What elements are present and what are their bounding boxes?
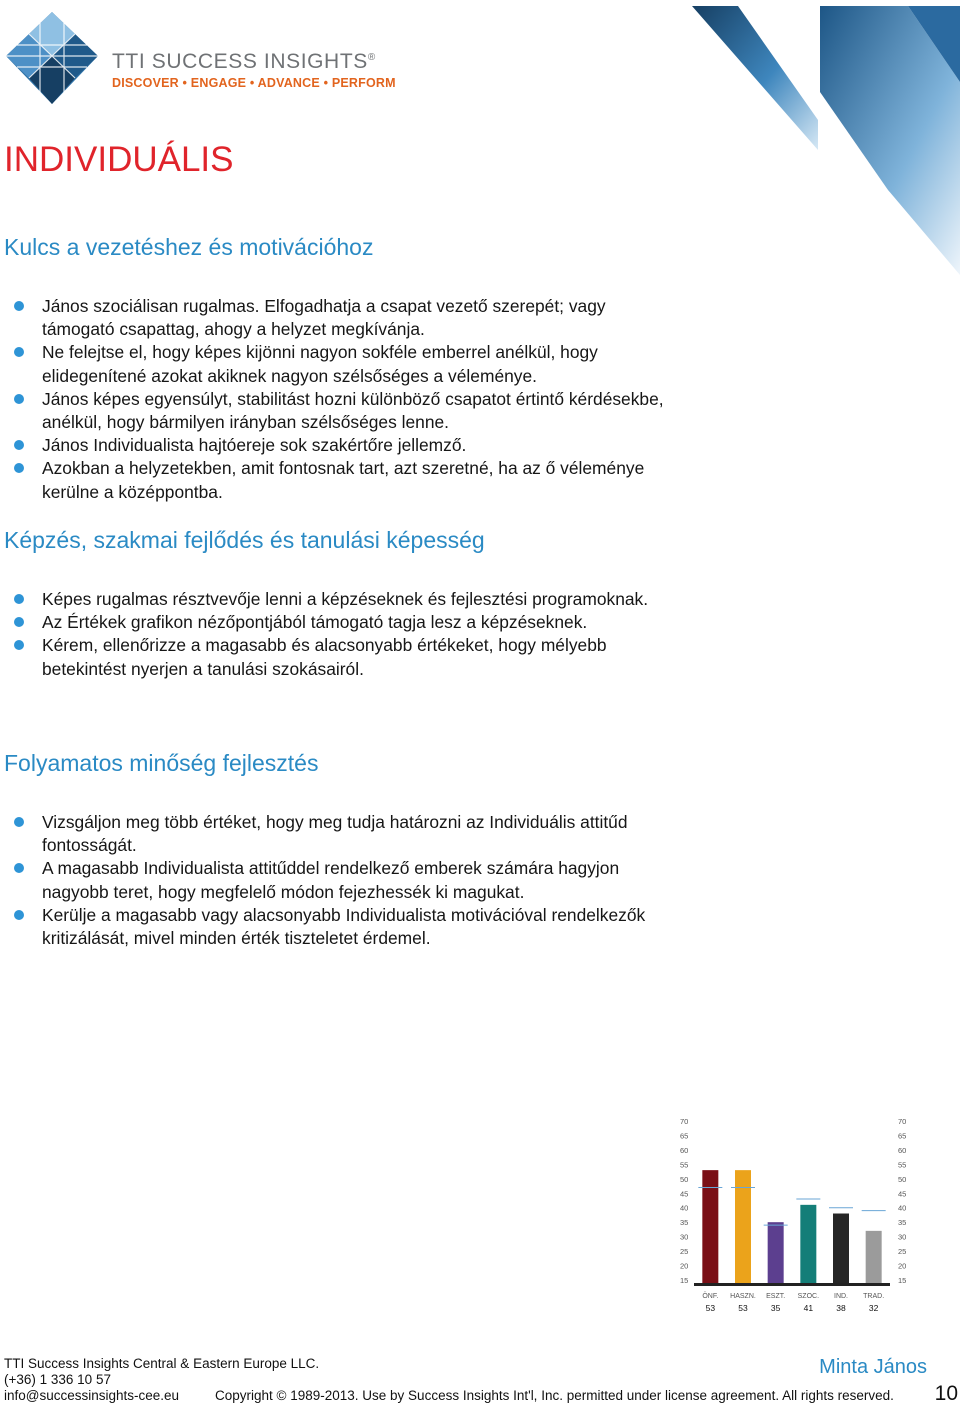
quality-list — [14, 811, 664, 950]
value-label: 41 — [803, 1303, 814, 1313]
category-label: TRAD. — [863, 1293, 885, 1300]
bullet-icon — [14, 301, 24, 311]
y-tick-label-right: 40 — [898, 1203, 907, 1213]
page-number: 10 — [934, 1382, 958, 1405]
section-title-quality: Folyamatos minőség fejlesztés — [4, 750, 319, 776]
y-tick-label-right: 55 — [898, 1160, 907, 1170]
list-item: Azokban a helyzetekben, amit fontosnak tart, azt szeretné, ha az ő véleménye kerülne a középpontba. — [14, 457, 664, 503]
y-tick-label-left: 50 — [680, 1174, 689, 1184]
bullet-icon — [14, 440, 24, 450]
brand-tagline: DISCOVER • ENGAGE • ADVANCE • PERFORM — [112, 76, 396, 90]
corner-stripes-decoration — [690, 0, 960, 275]
y-tick-label-left: 30 — [680, 1232, 689, 1242]
brand-name: TTI SUCCESS INSIGHTS® — [112, 50, 376, 73]
category-label: IND. — [834, 1293, 848, 1300]
y-tick-label-left: 65 — [680, 1131, 689, 1141]
list-item: Képes rugalmas résztvevője lenni a képzéseknek és fejlesztési programoknak. — [14, 588, 664, 611]
list-item: Az Értékek grafikon nézőpontjából támogató tagja lesz a képzéseknek. — [14, 611, 664, 634]
category-label: HASZN. — [730, 1293, 756, 1300]
y-tick-label-right: 30 — [898, 1232, 907, 1242]
bar-6 — [866, 1231, 882, 1283]
y-tick-label-left: 55 — [680, 1160, 689, 1170]
y-tick-label-left: 25 — [680, 1247, 689, 1257]
person-name: Minta János — [819, 1356, 927, 1378]
value-label: 53 — [738, 1303, 748, 1313]
list-item: János szociálisan rugalmas. Elfogadhatja a csapat vezető szerepét; vagy támogató csapattag, ahogy a helyzet megkívánja. — [14, 295, 664, 341]
bullet-icon — [14, 394, 24, 404]
y-tick-label-left: 35 — [680, 1218, 689, 1228]
footer-email[interactable]: info@successinsights-cee.eu — [4, 1388, 180, 1403]
footer-phone: (+36) 1 336 10 57 — [4, 1372, 111, 1387]
value-label: 53 — [705, 1303, 716, 1313]
list-item: Vizsgáljon meg több értéket, hogy meg tudja határozni az Individuális attitűd fontosságát. — [14, 811, 664, 857]
y-tick-label-left: 15 — [680, 1276, 689, 1285]
category-label: SZOC. — [797, 1293, 820, 1300]
tti-diamond-logo — [2, 8, 102, 108]
list-item: Kérem, ellenőrizze a magasabb és alacsonyabb értékeket, hogy mélyebb betekintést nyerjen a tanulási szokásairól. — [14, 634, 664, 680]
list-item: János képes egyensúlyt, stabilitást hozni különböző csapatot értintő kérdésekbe, anélkül, hogy bármilyen irányban szélsőséges lenne. — [14, 388, 664, 434]
y-tick-label-right: 70 — [898, 1117, 907, 1126]
bar-4 — [800, 1205, 816, 1283]
value-label: 35 — [770, 1303, 781, 1313]
bar-3 — [768, 1222, 784, 1283]
values-bar-chart — [672, 1110, 912, 1320]
y-tick-label-right: 20 — [898, 1261, 907, 1271]
list-item: Ne felejtse el, hogy képes kijönni nagyon sokféle emberrel anélkül, hogy elidegenítené azokat akiknek nagyon szélsőséges a véleménye. — [14, 341, 664, 387]
y-tick-label-right: 25 — [898, 1247, 907, 1257]
footer-company: TTI Success Insights Central & Eastern Europe LLC. — [4, 1356, 320, 1371]
bullet-icon — [14, 347, 24, 357]
bullet-icon — [14, 463, 24, 473]
y-tick-label-right: 35 — [898, 1218, 907, 1228]
y-tick-label-right: 50 — [898, 1174, 907, 1184]
training-list — [14, 588, 664, 681]
y-tick-label-right: 15 — [898, 1276, 907, 1285]
category-label: ÖNF. — [702, 1293, 719, 1300]
footer-copyright: Copyright © 1989-2013. Use by Success Insights Int'l, Inc. permitted under license agreement. All rights reserved. — [215, 1388, 894, 1403]
bullet-icon — [14, 910, 24, 920]
y-tick-label-right: 45 — [898, 1189, 907, 1199]
list-item: János Individualista hajtóereje sok szakértőre jellemző. — [14, 434, 664, 457]
section-title-training: Képzés, szakmai fejlődés és tanulási képesség — [4, 527, 485, 553]
page-title: INDIVIDUÁLIS — [4, 140, 234, 179]
chart-baseline — [694, 1283, 890, 1286]
y-tick-label-left: 45 — [680, 1189, 689, 1199]
value-label: 38 — [836, 1303, 846, 1313]
bullet-icon — [14, 594, 24, 604]
y-tick-label-left: 70 — [680, 1117, 689, 1126]
list-item: A magasabb Individualista attitűddel rendelkező emberek számára hagyjon nagyobb teret, hogy megfelelő módon fejezhessék ki magukat. — [14, 857, 664, 903]
leadership-list — [14, 295, 664, 504]
y-tick-label-left: 20 — [680, 1261, 689, 1271]
bullet-icon — [14, 863, 24, 873]
bullet-icon — [14, 617, 24, 627]
category-label: ESZT. — [766, 1293, 786, 1300]
bullet-icon — [14, 817, 24, 827]
y-tick-label-right: 65 — [898, 1131, 907, 1141]
list-item: Kerülje a magasabb vagy alacsonyabb Individualista motivációval rendelkezők kritizálását, mivel minden érték tiszteletet érdemel. — [14, 904, 664, 950]
y-tick-label-left: 40 — [680, 1203, 689, 1213]
section-title-leadership: Kulcs a vezetéshez és motivációhoz — [4, 234, 374, 260]
y-tick-label-left: 60 — [680, 1145, 689, 1155]
y-tick-label-right: 60 — [898, 1145, 907, 1155]
bullet-icon — [14, 640, 24, 650]
bar-5 — [833, 1214, 849, 1283]
brand-block — [112, 46, 396, 90]
value-label: 32 — [868, 1303, 879, 1313]
